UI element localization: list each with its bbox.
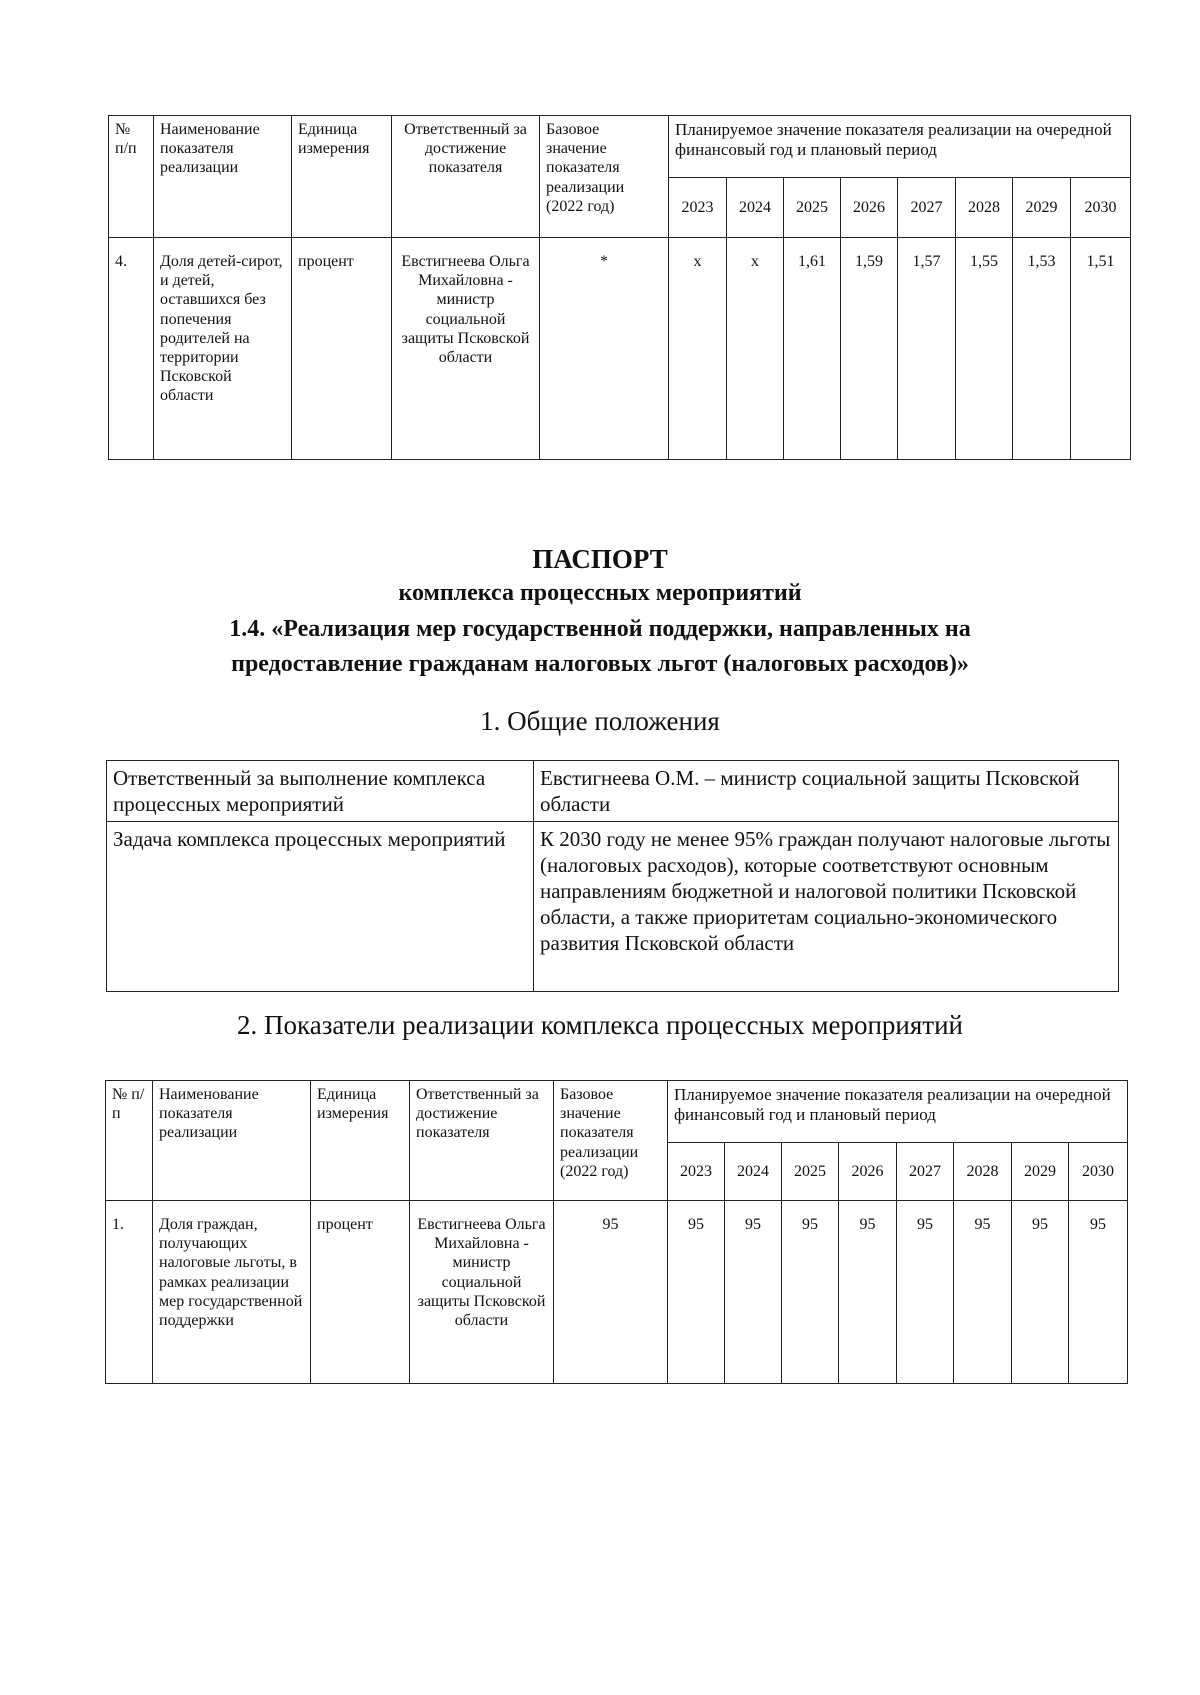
passport-subtitle: комплекса процессных мероприятий	[398, 580, 802, 606]
passport-name-line: предоставление гражданам налоговых льгот (налоговых расходов)»	[231, 651, 969, 677]
header-unit: Единица измерения	[292, 116, 392, 238]
header-name: Наименование показателя реализации	[153, 1081, 311, 1201]
row-value: 1,57	[898, 238, 956, 460]
row-base: 95	[554, 1201, 668, 1384]
table-row	[109, 238, 1131, 460]
indicators-table	[105, 1080, 1128, 1384]
row-value: 95	[1012, 1201, 1069, 1384]
general-label: Ответственный за выполнение комплекса процессных мероприятий	[107, 761, 534, 822]
passport-title: ПАСПОРТ	[532, 544, 668, 574]
header-base: Базовое значение показателя реализации (2022 год)	[540, 116, 669, 238]
header-year: 2028	[954, 1143, 1012, 1201]
row-value: 95	[725, 1201, 782, 1384]
row-base: *	[540, 238, 669, 460]
row-value: 95	[668, 1201, 725, 1384]
header-year: 2023	[668, 1143, 725, 1201]
header-year: 2030	[1071, 178, 1131, 238]
header-planned: Планируемое значение показателя реализации на очередной финансовый год и плановый период	[669, 116, 1131, 178]
row-value: 1,53	[1013, 238, 1071, 460]
header-name: Наименование показателя реализации	[154, 116, 292, 238]
header-base: Базовое значение показателя реализации (2022 год)	[554, 1081, 668, 1201]
header-year: 2024	[727, 178, 784, 238]
row-value: 1,55	[956, 238, 1013, 460]
row-unit: процент	[311, 1201, 410, 1384]
header-year: 2027	[898, 178, 956, 238]
header-year: 2025	[782, 1143, 839, 1201]
header-year: 2028	[956, 178, 1013, 238]
header-year: 2027	[897, 1143, 954, 1201]
row-value: х	[727, 238, 784, 460]
row-name: Доля детей-сирот, и детей, оставшихся без попечения родителей на территории Псковской области	[154, 238, 292, 460]
passport-name-line: 1.4. «Реализация мер государственной поддержки, направленных на	[229, 616, 971, 642]
table-row	[106, 1201, 1128, 1384]
header-year: 2030	[1069, 1143, 1128, 1201]
header-num: № п/п	[109, 116, 154, 238]
row-name: Доля граждан, получающих налоговые льготы, в рамках реализации мер государственной поддержки	[153, 1201, 311, 1384]
table-row	[107, 761, 1119, 822]
row-value: 1,61	[784, 238, 841, 460]
row-num: 4.	[109, 238, 154, 460]
row-responsible: Евстигнеева Ольга Михайловна - министр социальной защиты Псковской области	[392, 238, 540, 460]
row-value: 95	[782, 1201, 839, 1384]
row-value: 95	[839, 1201, 897, 1384]
row-value: 95	[897, 1201, 954, 1384]
row-value: 95	[954, 1201, 1012, 1384]
general-value: К 2030 году не менее 95% граждан получают налоговые льготы (налоговых расходов), которые соответствуют основным направлениям бюджетной и налоговой политики Псковской области, а также приоритетам социально-экономического развития Псковской области	[534, 822, 1119, 992]
row-value: 95	[1069, 1201, 1128, 1384]
table-row	[107, 822, 1119, 992]
header-unit: Единица измерения	[311, 1081, 410, 1201]
header-responsible: Ответственный за достижение показателя	[392, 116, 540, 238]
section-indicators-title: 2. Показатели реализации комплекса процессных мероприятий	[237, 1010, 963, 1040]
general-provisions-table	[106, 760, 1119, 992]
row-responsible: Евстигнеева Ольга Михайловна - министр социальной защиты Псковской области	[410, 1201, 554, 1384]
row-unit: процент	[292, 238, 392, 460]
header-year: 2026	[841, 178, 898, 238]
row-value: 1,59	[841, 238, 898, 460]
general-value: Евстигнеева О.М. – министр социальной защиты Псковской области	[534, 761, 1119, 822]
header-num: № п/п	[106, 1081, 153, 1201]
header-responsible: Ответственный за достижение показателя	[410, 1081, 554, 1201]
header-year: 2025	[784, 178, 841, 238]
row-value: 1,51	[1071, 238, 1131, 460]
row-num: 1.	[106, 1201, 153, 1384]
header-year: 2024	[725, 1143, 782, 1201]
header-planned: Планируемое значение показателя реализации на очередной финансовый год и плановый период	[668, 1081, 1128, 1143]
indicators-table-continued	[108, 115, 1131, 460]
header-year: 2023	[669, 178, 727, 238]
header-year: 2026	[839, 1143, 897, 1201]
passport-complex-name	[0, 612, 1200, 682]
header-year: 2029	[1013, 178, 1071, 238]
general-label: Задача комплекса процессных мероприятий	[107, 822, 534, 992]
header-year: 2029	[1012, 1143, 1069, 1201]
row-value: х	[669, 238, 727, 460]
section-general-title: 1. Общие положения	[480, 706, 720, 736]
